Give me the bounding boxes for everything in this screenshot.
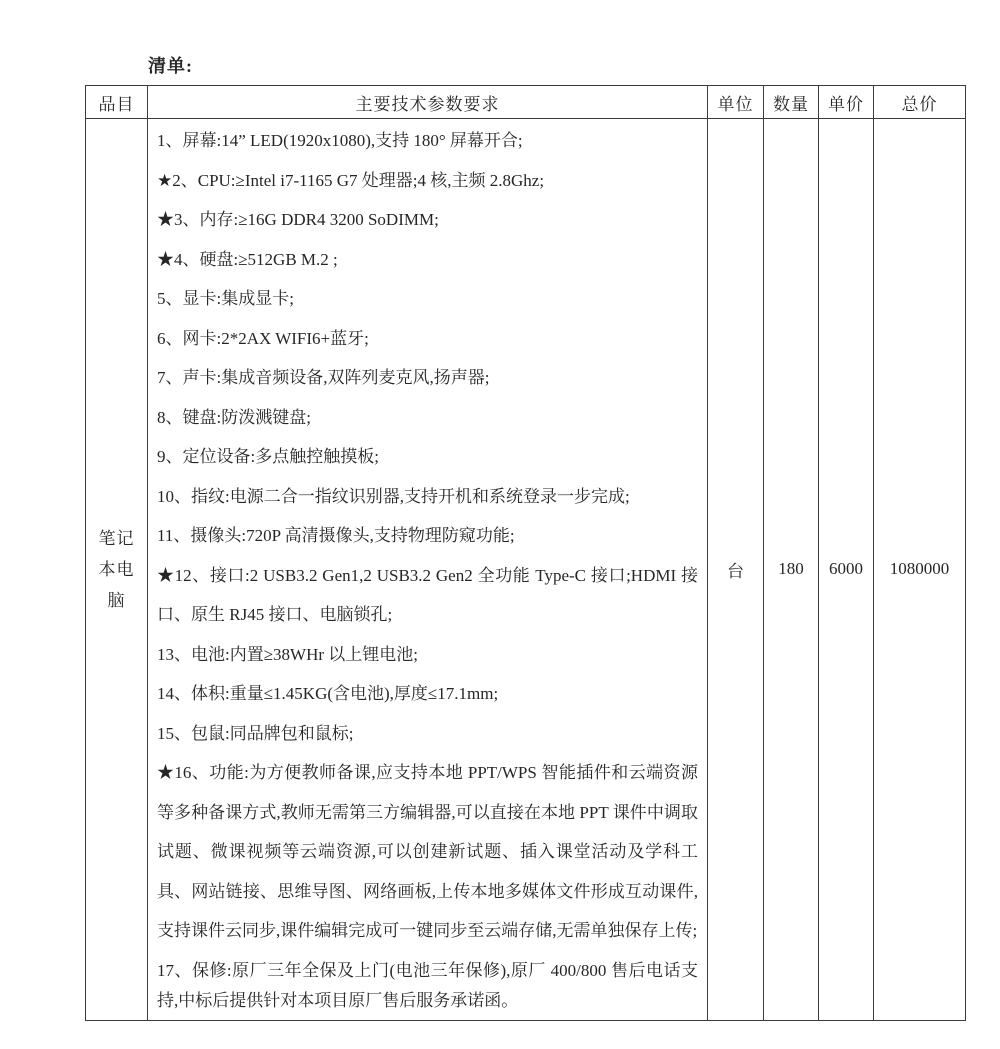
spec-list	[157, 121, 698, 1016]
table-row-laptop	[86, 119, 966, 1021]
document-title: 清单:	[148, 56, 193, 76]
spec-line: 7、声卡:集成音频设备,双阵列麦克风,扬声器;	[157, 368, 490, 387]
header-unit-price: 单价	[819, 86, 874, 119]
spec-line: ★4、硬盘:≥512GB M.2 ;	[157, 249, 338, 269]
spec-line: 15、包鼠:同品牌包和鼠标;	[157, 723, 354, 743]
spec-line: 10、指纹:电源二合一指纹识别器,支持开机和系统登录一步完成;	[157, 486, 630, 506]
spec-line: ★12、接口:2 USB3.2 Gen1,2 USB3.2 Gen2 全功能 Type-C 接口;HDMI 接口、原生 RJ45 接口、电脑锁孔;	[157, 565, 698, 624]
spec-line: 8、键盘:防泼溅键盘;	[157, 407, 311, 427]
spec-line: ★3、内存:≥16G DDR4 3200 SoDIMM;	[157, 210, 439, 229]
specs-cell	[148, 119, 708, 1021]
spec-line: 1、屏幕:14” LED(1920x1080),支持 180° 屏幕开合;	[157, 131, 523, 150]
total-price-cell: 1080000	[874, 119, 966, 1021]
spec-line: ★16、功能:为方便教师备课,应支持本地 PPT/WPS 智能插件和云端资源等多种备课方式,教师无需第三方编辑器,可以直接在本地 PPT 课件中调取试题、微课视频等云端资源,可以创建新试题、插入课堂活动及学科工具、网站链接、思维导图、网络画板,上传本地多媒体文件形成互动课件,支持课件云同步,课件编辑完成可一键同步至云端存储,无需单独保存上传;	[157, 763, 698, 940]
quantity-cell: 180	[764, 119, 819, 1021]
item-name-cell: 笔记本电脑	[86, 119, 148, 1021]
spec-line: 6、网卡:2*2AX WIFI6+蓝牙;	[157, 328, 369, 348]
unit-price-cell: 6000	[819, 119, 874, 1021]
spec-line: 11、摄像头:720P 高清摄像头,支持物理防窥功能;	[157, 526, 515, 545]
unit-cell: 台	[708, 119, 764, 1021]
spec-line: 9、定位设备:多点触控触摸板;	[157, 447, 379, 466]
spec-line: 17、保修:原厂三年全保及上门(电池三年保修),原厂 400/800 售后电话支持,中标后提供针对本项目原厂售后服务承诺函。	[157, 960, 698, 1010]
table-header-row	[86, 86, 966, 119]
header-total-price: 总价	[874, 86, 966, 119]
header-unit: 单位	[708, 86, 764, 119]
spec-line: 14、体积:重量≤1.45KG(含电池),厚度≤17.1mm;	[157, 684, 499, 703]
header-quantity: 数量	[764, 86, 819, 119]
spec-line: ★2、CPU:≥Intel i7-1165 G7 处理器;4 核,主频 2.8Ghz;	[157, 170, 545, 190]
spec-line: 13、电池:内置≥38WHr 以上锂电池;	[157, 644, 419, 664]
header-item-category: 品目	[86, 86, 148, 119]
header-tech-requirements: 主要技术参数要求	[148, 86, 708, 119]
spec-table	[85, 85, 966, 1021]
spec-line: 5、显卡:集成显卡;	[157, 289, 294, 308]
